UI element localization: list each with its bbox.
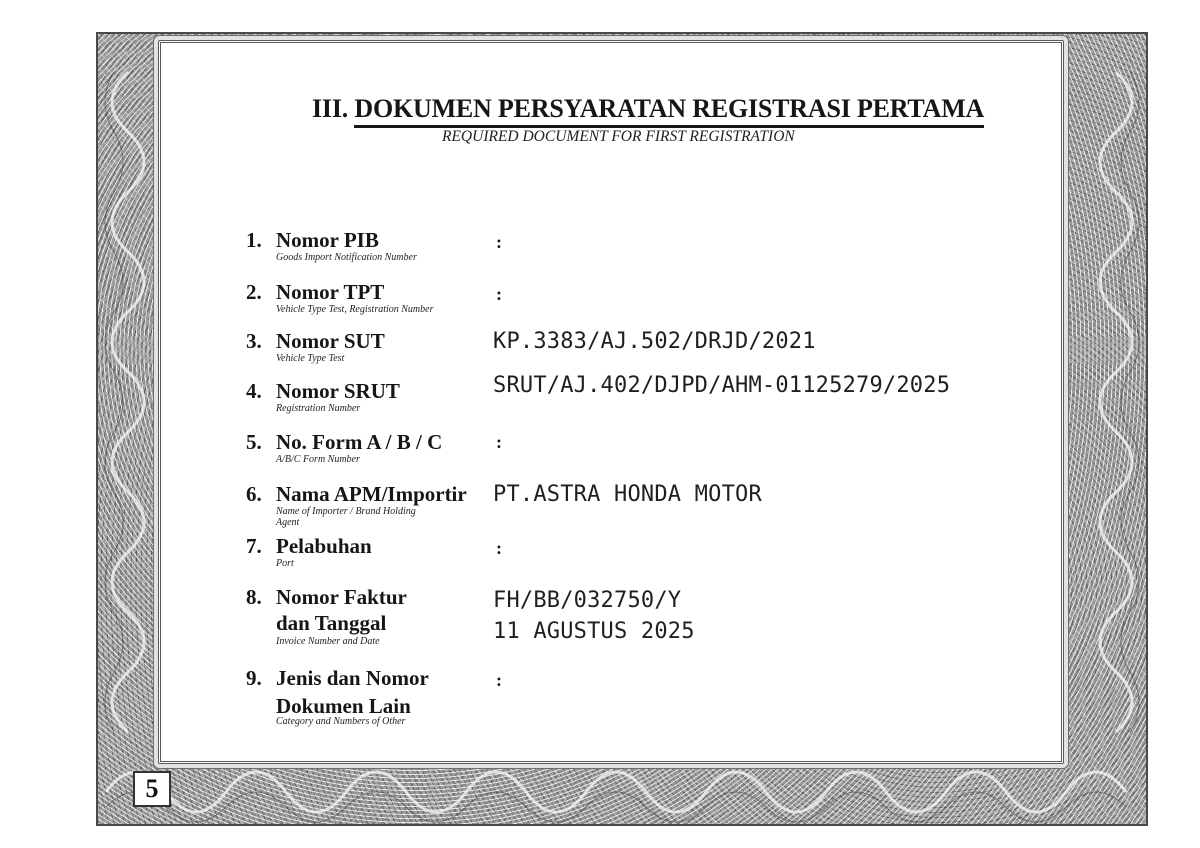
page-number: 5 (133, 771, 171, 807)
item-label: Nomor SRUT (276, 379, 400, 403)
item-sublabel: Goods Import Notification Number (276, 252, 417, 263)
item-value: : (496, 538, 502, 558)
item-label: Nomor Faktur (276, 585, 407, 609)
title-prefix: III. (312, 94, 349, 123)
title-text: DOKUMEN PERSYARATAN REGISTRASI PERTAMA (354, 94, 984, 128)
item-value: KP.3383/AJ.502/DRJD/2021 (493, 329, 816, 354)
item-sublabel: Port (276, 558, 294, 569)
page-title (312, 94, 985, 124)
item-value: PT.ASTRA HONDA MOTOR (493, 482, 762, 507)
item-number: 2. (246, 280, 262, 304)
item-label: Nomor TPT (276, 280, 385, 304)
item-value: : (496, 232, 502, 252)
item-sublabel: Name of Importer / Brand Holding (276, 506, 416, 517)
item-sublabel: Category and Numbers of Other (276, 716, 406, 727)
item-number: 9. (246, 666, 262, 690)
item-label-2: Dokumen Lain (276, 694, 411, 718)
item-sublabel-2: Agent (276, 517, 300, 528)
item-number: 3. (246, 329, 262, 353)
item-sublabel: Vehicle Type Test (276, 353, 345, 364)
item-value: SRUT/AJ.402/DJPD/AHM-01125279/2025 (493, 373, 951, 398)
item-label: Nomor SUT (276, 329, 385, 353)
item-value: : (496, 284, 502, 304)
page-subtitle: REQUIRED DOCUMENT FOR FIRST REGISTRATION (442, 128, 795, 145)
item-label-2: dan Tanggal (276, 611, 387, 635)
item-label: No. Form A / B / C (276, 430, 443, 454)
item-value-2: 11 AGUSTUS 2025 (493, 619, 695, 644)
item-sublabel: Registration Number (276, 403, 361, 414)
item-number: 1. (246, 228, 262, 252)
item-label: Pelabuhan (276, 534, 372, 558)
item-number: 6. (246, 482, 262, 506)
item-sublabel: Invoice Number and Date (276, 636, 380, 647)
item-label: Nomor PIB (276, 228, 379, 252)
item-sublabel: A/B/C Form Number (276, 454, 360, 465)
item-sublabel: Vehicle Type Test, Registration Number (276, 304, 434, 315)
item-number: 5. (246, 430, 262, 454)
item-number: 8. (246, 585, 262, 609)
item-label: Nama APM/Importir (276, 482, 467, 506)
item-number: 7. (246, 534, 262, 558)
item-number: 4. (246, 379, 262, 403)
item-value: FH/BB/032750/Y (493, 588, 682, 613)
item-value: : (496, 432, 502, 452)
item-value: : (496, 670, 502, 690)
item-label: Jenis dan Nomor (276, 666, 429, 690)
